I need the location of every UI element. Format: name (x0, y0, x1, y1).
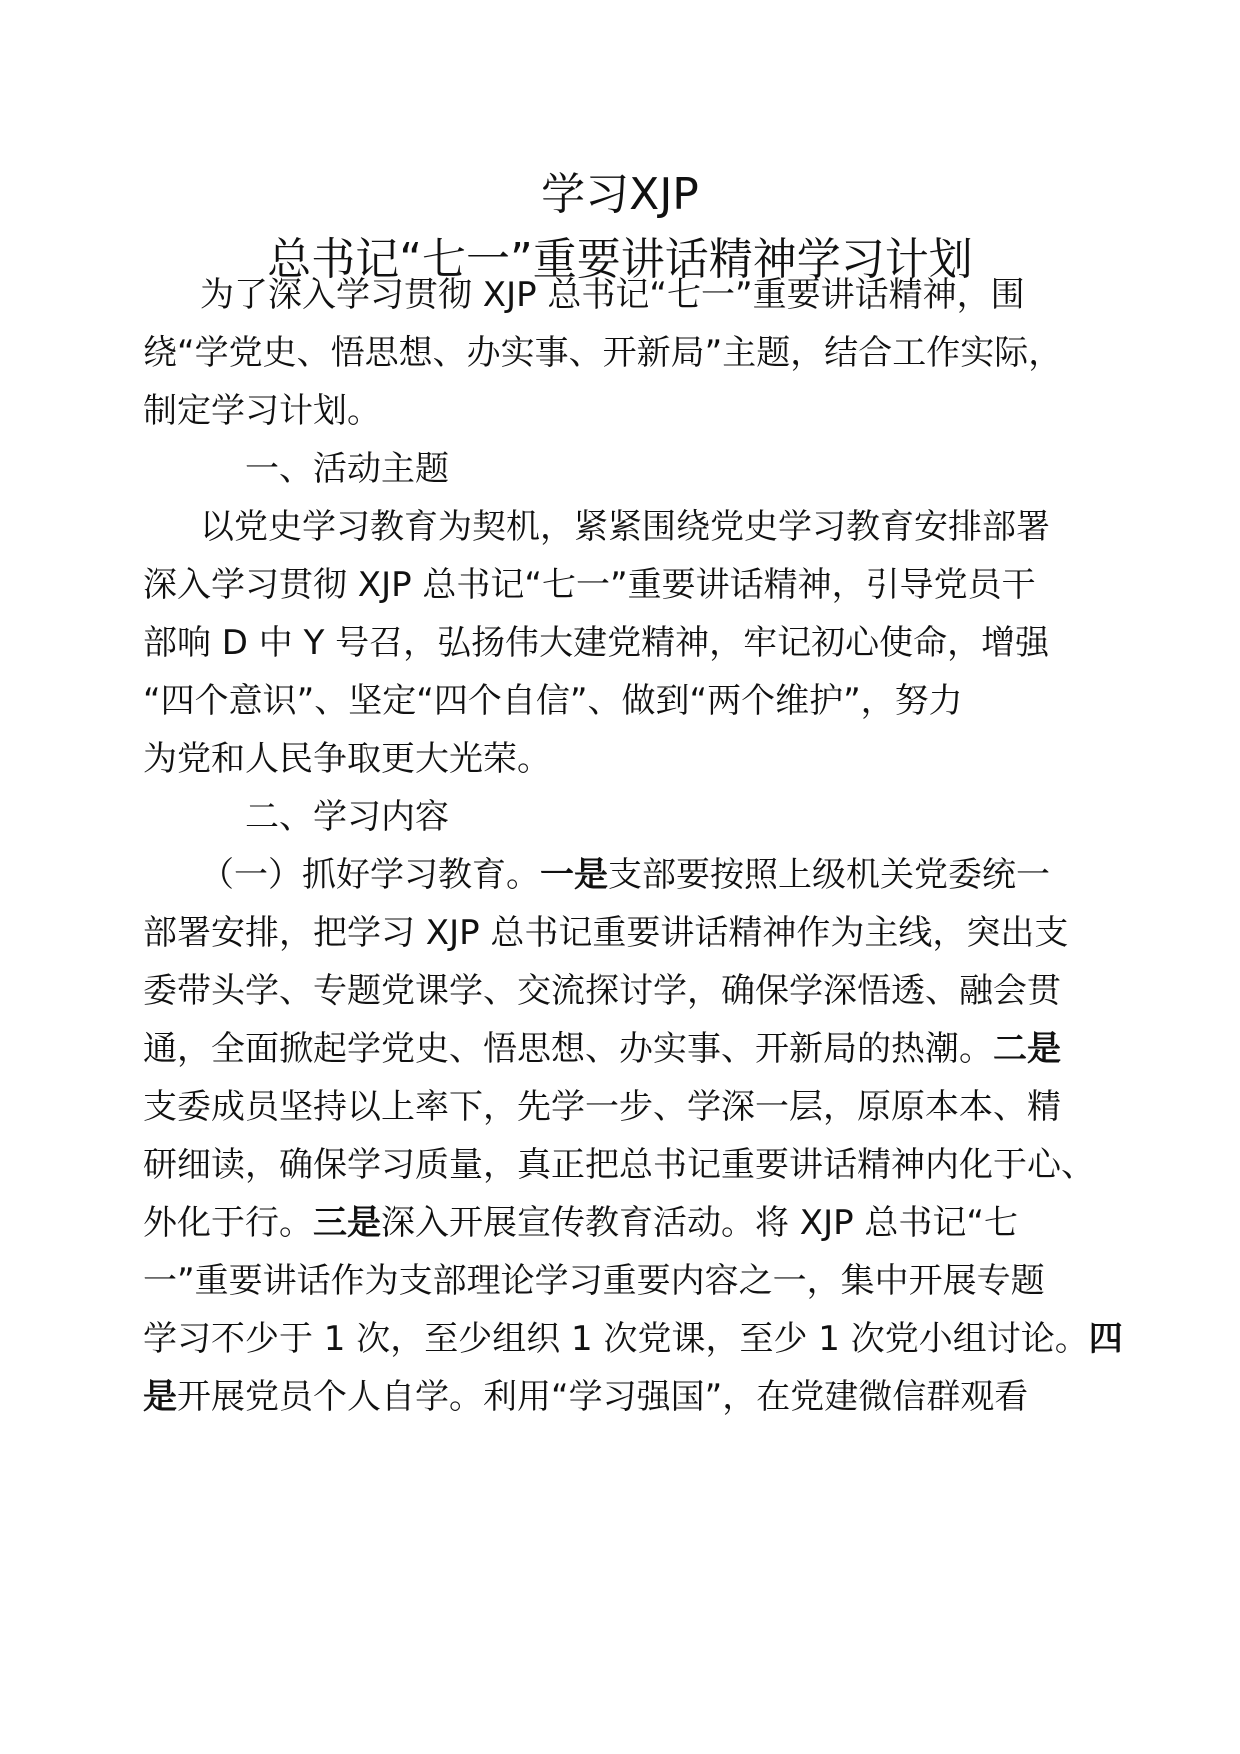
section-2-line-7-text-a: 外化于行。 (143, 1203, 313, 1243)
section-2-line-1-text: 支部要按照上级机关党委统一 (608, 855, 1050, 895)
section-1-heading: 一、活动主题 (245, 449, 449, 489)
section-2-line-2: 部署安排，把学习 XJP 总书记重要讲话精神作为主线，突出支 (143, 913, 1069, 953)
section-2-line-4 (143, 1024, 1061, 1074)
section-1-line-1: 以党史学习教育为契机，紧紧围绕党史学习教育安排部署 (200, 507, 1050, 547)
section-2-line-1 (200, 850, 1050, 900)
intro-line-3: 制定学习计划。 (143, 391, 381, 431)
section-2-line-8: 一”重要讲话作为支部理论学习重要内容之一，集中开展专题 (143, 1261, 1045, 1301)
section-2-line-9-text: 学习不少于 1 次，至少组织 1 次党课，至少 1 次党小组讨论。 (143, 1319, 1089, 1359)
subsection-heading: （一）抓好学习教育。 (200, 855, 540, 895)
point-marker-3: 三是 (313, 1203, 381, 1243)
section-2-line-7-text-b: 深入开展宣传教育活动。将 XJP 总书记“七 (381, 1203, 1019, 1243)
intro-line-2: 绕“学党史、悟思想、办实事、开新局”主题，结合工作实际， (143, 333, 1063, 373)
section-1-line-2: 深入学习贯彻 XJP 总书记“七一”重要讲话精神，引导党员干 (143, 565, 1036, 605)
point-marker-2: 二是 (993, 1029, 1061, 1069)
point-marker-4-part-2: 是 (143, 1377, 177, 1417)
section-2-line-4-text: 通，全面掀起学党史、悟思想、办实事、开新局的热潮。 (143, 1029, 993, 1069)
point-marker-1: 一是 (540, 855, 608, 895)
section-2-line-10-text: 开展党员个人自学。利用“学习强国”，在党建微信群观看 (177, 1377, 1029, 1417)
intro-line-1: 为了深入学习贯彻 XJP 总书记“七一”重要讲话精神，围 (200, 275, 1025, 315)
section-2-line-5: 支委成员坚持以上率下，先学一步、学深一层，原原本本、精 (143, 1087, 1061, 1127)
section-1-line-5: 为党和人民争取更大光荣。 (143, 739, 551, 779)
section-2-line-3: 委带头学、专题党课学、交流探讨学，确保学深悟透、融会贯 (143, 971, 1061, 1011)
document-title-line-2: 总书记“七一”重要讲话精神学习计划 (267, 234, 973, 285)
section-2-line-7 (143, 1198, 1018, 1248)
point-marker-4-part-1: 四 (1088, 1319, 1123, 1359)
section-2-heading: 二、学习内容 (245, 797, 449, 837)
section-2-line-6: 研细读，确保学习质量，真正把总书记重要讲话精神内化于心、 (143, 1145, 1095, 1185)
section-2-line-9 (143, 1314, 1123, 1364)
section-1-line-3: 部响 D 中 Y 号召，弘扬伟大建党精神，牢记初心使命，增强 (143, 623, 1050, 663)
section-1-line-4: “四个意识”、坚定“四个自信”、做到“两个维护”，努力 (143, 681, 963, 721)
document-title-line-1: 学习XJP (541, 169, 699, 220)
section-2-line-10 (143, 1372, 1028, 1422)
